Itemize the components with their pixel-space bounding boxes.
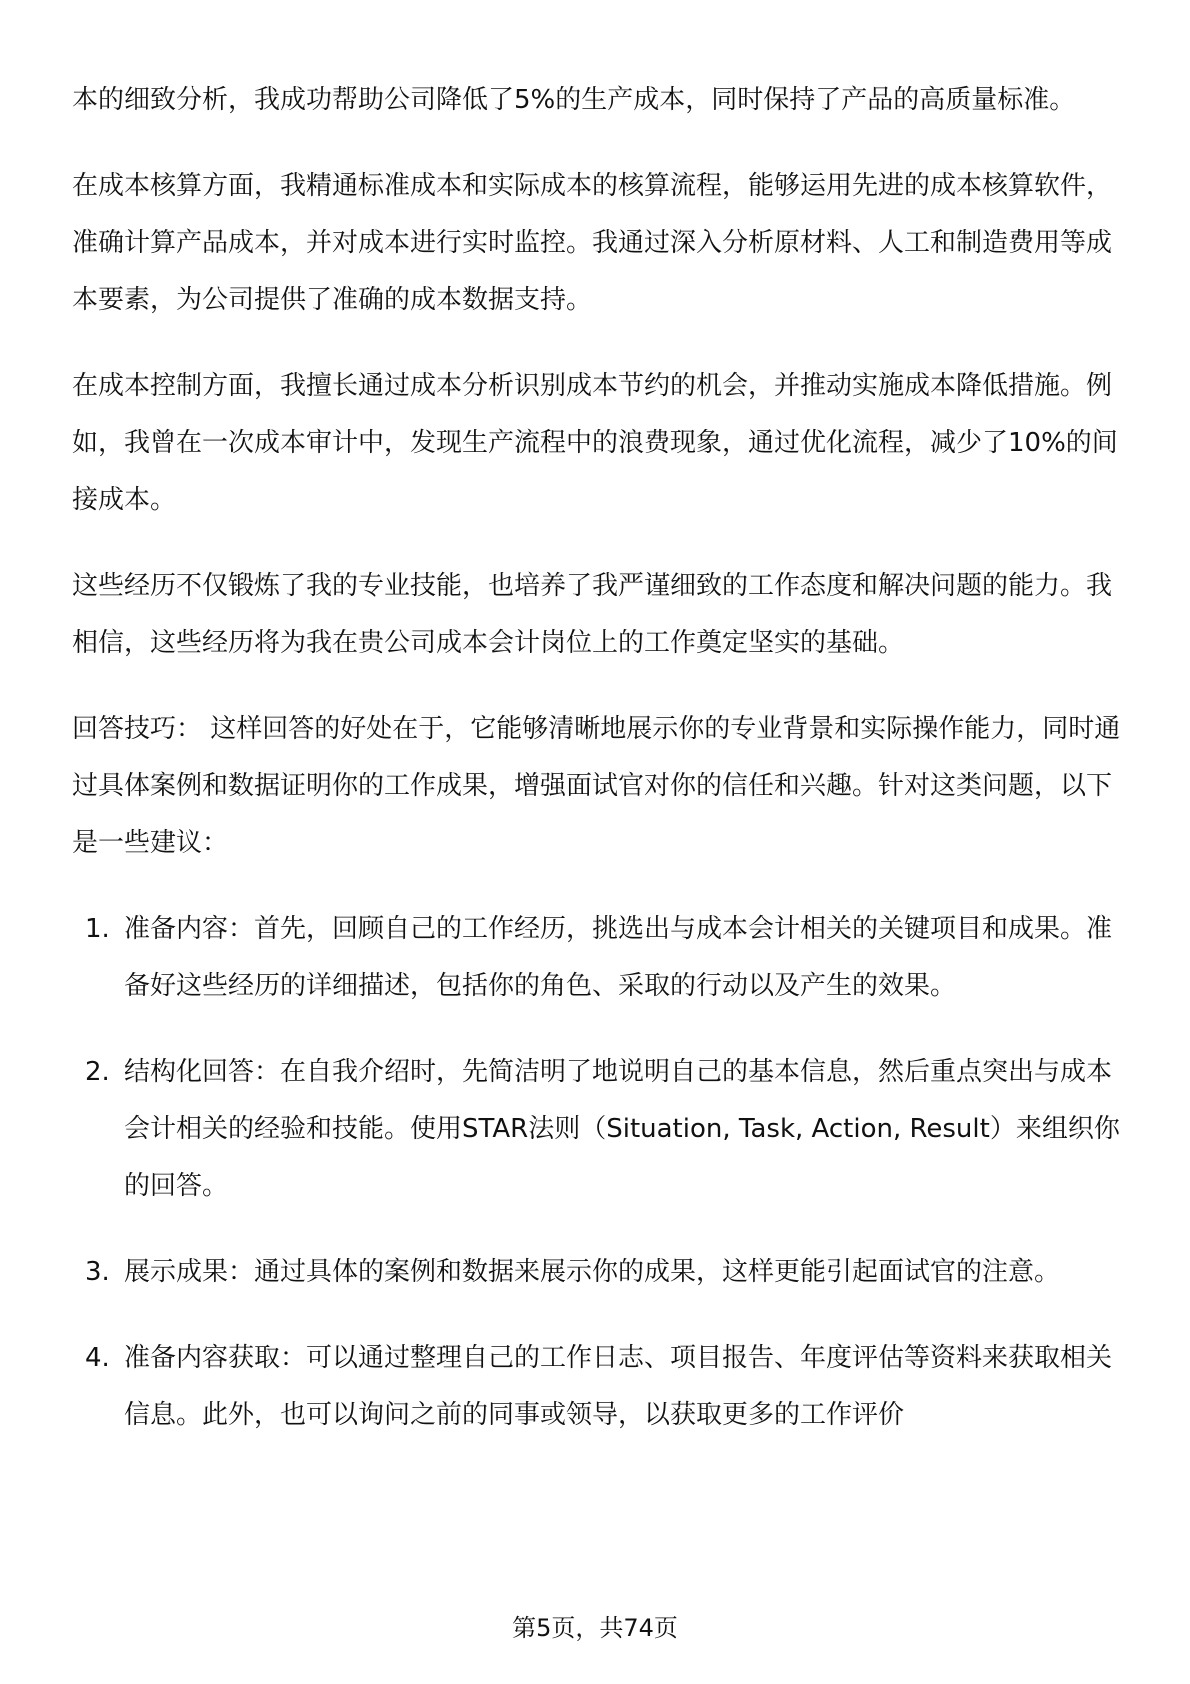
list-number: 3.: [85, 1257, 110, 1287]
list-item: [72, 901, 1122, 1015]
list-text: 结构化回答：在自我介绍时，先简洁明了地说明自己的基本信息，然后重点突出与成本会计相关的经验和技能。使用STAR法则（Situation, Task, Action, Result）来组织你的回答。: [124, 1057, 1120, 1201]
page-number: 第5页，共74页: [512, 1614, 678, 1642]
suggestion-list: [72, 901, 1122, 1444]
list-number: 1.: [85, 914, 110, 944]
list-item: [72, 1330, 1122, 1444]
paragraph-1: 本的细致分析，我成功帮助公司降低了5%的生产成本，同时保持了产品的高质量标准。: [72, 85, 1076, 115]
page-body: [72, 72, 1122, 1473]
list-text: 准备内容获取：可以通过整理自己的工作日志、项目报告、年度评估等资料来获取相关信息。此外，也可以询问之前的同事或领导，以获取更多的工作评价: [124, 1343, 1113, 1430]
paragraph-3: 在成本控制方面，我擅长通过成本分析识别成本节约的机会，并推动实施成本降低措施。例如，我曾在一次成本审计中，发现生产流程中的浪费现象，通过优化流程，减少了10%的间接成本。: [72, 371, 1118, 515]
list-text: 准备内容：首先，回顾自己的工作经历，挑选出与成本会计相关的关键项目和成果。准备好这些经历的详细描述，包括你的角色、采取的行动以及产生的效果。: [124, 914, 1113, 1001]
list-number: 4.: [85, 1343, 110, 1373]
paragraph-4: 这些经历不仅锻炼了我的专业技能，也培养了我严谨细致的工作态度和解决问题的能力。我相信，这些经历将为我在贵公司成本会计岗位上的工作奠定坚实的基础。: [72, 571, 1113, 658]
paragraph-2: 在成本核算方面，我精通标准成本和实际成本的核算流程，能够运用先进的成本核算软件，准确计算产品成本，并对成本进行实时监控。我通过深入分析原材料、人工和制造费用等成本要素，为公司提供了准确的成本数据支持。: [72, 171, 1113, 315]
list-item: [72, 1044, 1122, 1215]
list-number: 2.: [85, 1057, 110, 1087]
list-item: [72, 1244, 1122, 1301]
list-text: 展示成果：通过具体的案例和数据来展示你的成果，这样更能引起面试官的注意。: [124, 1257, 1061, 1287]
answer-tips: 回答技巧： 这样回答的好处在于，它能够清晰地展示你的专业背景和实际操作能力，同时通过具体案例和数据证明你的工作成果，增强面试官对你的信任和兴趣。针对这类问题，以下是一些建议：: [72, 714, 1121, 858]
